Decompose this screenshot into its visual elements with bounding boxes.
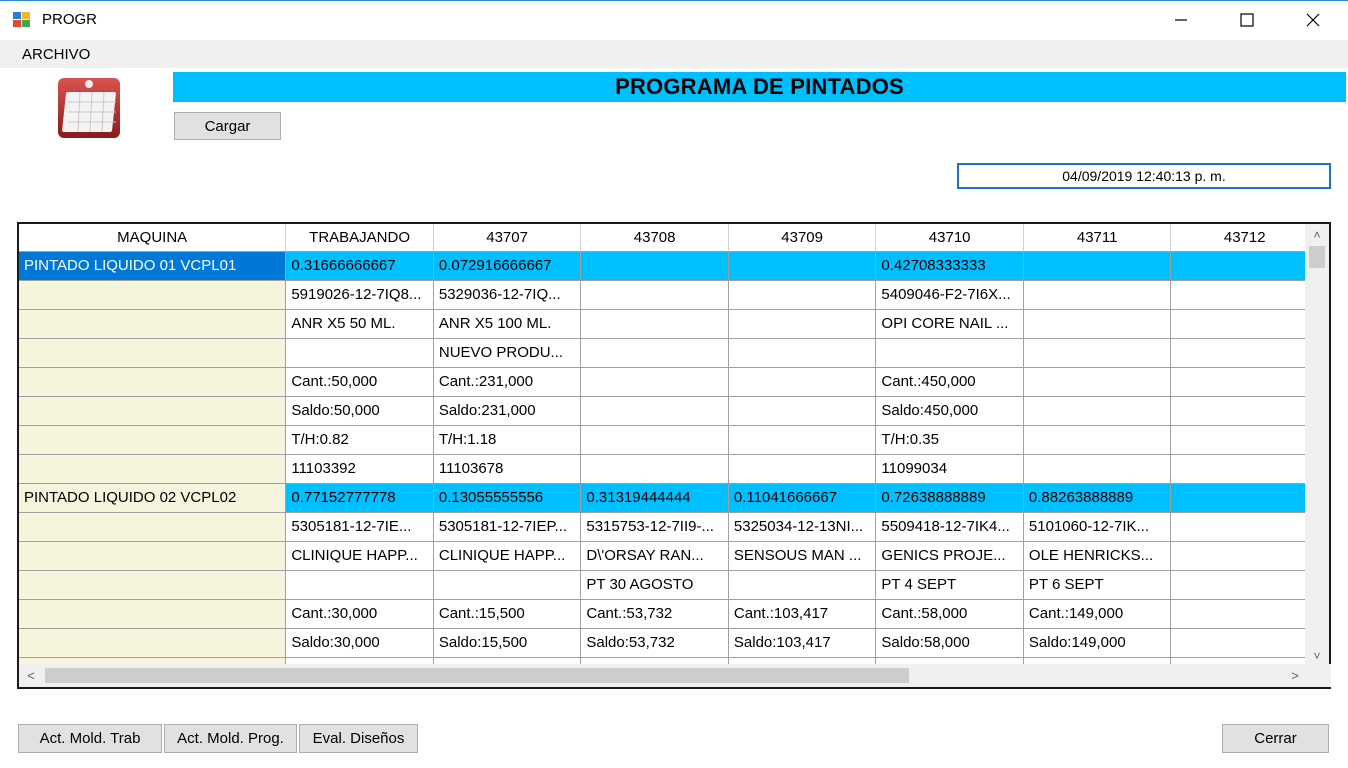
machine-cell[interactable]	[19, 570, 286, 599]
grid-cell[interactable]: Saldo:30,000	[286, 628, 434, 657]
grid-cell[interactable]	[1171, 425, 1319, 454]
grid-cell[interactable]: Cant.:58,000	[876, 599, 1024, 628]
grid-viewport	[19, 224, 1307, 667]
grid-cell[interactable]	[1171, 367, 1319, 396]
grid-cell[interactable]: 5305181-12-7IEP...	[433, 512, 581, 541]
machine-cell[interactable]: PINTADO LIQUIDO 01 VCPL01	[19, 251, 286, 280]
machine-cell[interactable]	[19, 628, 286, 657]
eval-disenos-button[interactable]: Eval. Diseños	[299, 724, 418, 753]
grid-cell[interactable]	[1171, 599, 1319, 628]
grid-table	[19, 224, 1319, 687]
table-row[interactable]	[19, 396, 1319, 425]
machine-cell[interactable]	[19, 541, 286, 570]
grid-cell[interactable]	[581, 309, 729, 338]
table-row[interactable]	[19, 309, 1319, 338]
grid-cell[interactable]	[581, 367, 729, 396]
grid-cell[interactable]	[728, 309, 876, 338]
column-header[interactable]: 43710	[876, 224, 1024, 251]
grid-cell[interactable]	[1023, 367, 1171, 396]
grid-cell[interactable]: Cant.:103,417	[728, 599, 876, 628]
grid-cell[interactable]: SENSOUS MAN ...	[728, 541, 876, 570]
grid-cell[interactable]: CLINIQUE HAPP...	[433, 541, 581, 570]
grid-cell[interactable]: Cant.:30,000	[286, 599, 434, 628]
data-grid[interactable]	[17, 222, 1331, 689]
grid-body	[19, 251, 1319, 686]
grid-cell[interactable]: Cant.:15,500	[433, 599, 581, 628]
page-title: PROGRAMA DE PINTADOS	[615, 74, 904, 99]
grid-cell[interactable]: NUEVO PRODU...	[433, 338, 581, 367]
table-row[interactable]	[19, 570, 1319, 599]
window-title: PROGR	[42, 11, 98, 28]
app-icon	[13, 12, 31, 28]
machine-cell[interactable]	[19, 309, 286, 338]
grid-cell[interactable]	[728, 425, 876, 454]
table-row[interactable]	[19, 512, 1319, 541]
table-row[interactable]	[19, 628, 1319, 657]
grid-cell[interactable]	[1171, 570, 1319, 599]
cargar-button[interactable]: Cargar	[174, 112, 281, 140]
grid-header-row	[19, 224, 1319, 251]
act-mold-prog-button[interactable]: Act. Mold. Prog.	[164, 724, 297, 753]
datetime-field: 04/09/2019 12:40:13 p. m.	[957, 163, 1331, 189]
grid-cell[interactable]	[1171, 280, 1319, 309]
grid-cell[interactable]	[1171, 541, 1319, 570]
table-row[interactable]	[19, 251, 1319, 280]
grid-cell[interactable]	[1023, 309, 1171, 338]
grid-cell[interactable]	[286, 338, 434, 367]
machine-cell[interactable]	[19, 599, 286, 628]
grid-cell[interactable]: PT 6 SEPT	[1023, 570, 1171, 599]
grid-cell[interactable]: Saldo:103,417	[728, 628, 876, 657]
machine-cell[interactable]	[19, 396, 286, 425]
grid-cell[interactable]: Saldo:149,000	[1023, 628, 1171, 657]
table-row[interactable]	[19, 483, 1319, 512]
maximize-icon	[1240, 13, 1254, 27]
grid-cell[interactable]	[728, 367, 876, 396]
grid-cell[interactable]	[1023, 338, 1171, 367]
table-row[interactable]	[19, 599, 1319, 628]
grid-cell[interactable]	[728, 454, 876, 483]
grid-cell[interactable]	[581, 396, 729, 425]
calendar-icon	[54, 74, 124, 142]
grid-cell[interactable]: D\'ORSAY RAN...	[581, 541, 729, 570]
grid-cell[interactable]: 5509418-12-7IK4...	[876, 512, 1024, 541]
grid-cell[interactable]	[1023, 454, 1171, 483]
grid-cell[interactable]	[1171, 251, 1319, 280]
title-bar	[0, 0, 1348, 40]
column-header[interactable]: 43711	[1023, 224, 1171, 251]
grid-cell[interactable]: 0.31666666667	[286, 251, 434, 280]
grid-cell[interactable]: 5919026-12-7IQ8...	[286, 280, 434, 309]
machine-cell[interactable]	[19, 512, 286, 541]
grid-cell[interactable]: 11103392	[286, 454, 434, 483]
grid-cell[interactable]: Cant.:149,000	[1023, 599, 1171, 628]
grid-cell[interactable]	[1171, 512, 1319, 541]
table-row[interactable]	[19, 425, 1319, 454]
column-header[interactable]: 43712	[1171, 224, 1319, 251]
grid-cell[interactable]: Cant.:231,000	[433, 367, 581, 396]
act-mold-trab-button[interactable]: Act. Mold. Trab	[18, 724, 162, 753]
machine-cell[interactable]	[19, 367, 286, 396]
grid-cell[interactable]	[1171, 483, 1319, 512]
machine-cell[interactable]	[19, 338, 286, 367]
grid-cell[interactable]: 11103678	[433, 454, 581, 483]
table-row[interactable]	[19, 338, 1319, 367]
scroll-down-icon[interactable]: ˅	[1313, 649, 1321, 663]
minimize-button[interactable]	[1148, 1, 1214, 39]
column-header[interactable]: 43708	[581, 224, 729, 251]
grid-cell[interactable]: 5409046-F2-7I6X...	[876, 280, 1024, 309]
grid-cell[interactable]: T/H:1.18	[433, 425, 581, 454]
grid-cell[interactable]	[728, 396, 876, 425]
column-header[interactable]: TRABAJANDO	[286, 224, 434, 251]
horizontal-scrollbar[interactable]	[19, 664, 1331, 687]
vertical-scrollbar[interactable]	[1305, 224, 1329, 667]
close-button[interactable]	[1280, 1, 1346, 39]
grid-cell[interactable]: OLE HENRICKS...	[1023, 541, 1171, 570]
grid-cell[interactable]: 0.72638888889	[876, 483, 1024, 512]
grid-cell[interactable]	[1023, 251, 1171, 280]
grid-cell[interactable]	[1171, 454, 1319, 483]
close-icon	[1306, 13, 1320, 27]
table-row[interactable]	[19, 367, 1319, 396]
table-row[interactable]	[19, 280, 1319, 309]
grid-cell[interactable]: 11099034	[876, 454, 1024, 483]
grid-cell[interactable]: 0.42708333333	[876, 251, 1024, 280]
grid-cell[interactable]: PT 4 SEPT	[876, 570, 1024, 599]
grid-cell[interactable]	[1023, 425, 1171, 454]
grid-cell[interactable]: 5329036-12-7IQ...	[433, 280, 581, 309]
grid-cell[interactable]: T/H:0.82	[286, 425, 434, 454]
grid-cell[interactable]: Saldo:231,000	[433, 396, 581, 425]
scroll-left-icon[interactable]: <	[27, 668, 35, 683]
grid-cell[interactable]: Cant.:50,000	[286, 367, 434, 396]
grid-cell[interactable]: Saldo:15,500	[433, 628, 581, 657]
grid-cell[interactable]	[1171, 309, 1319, 338]
column-header[interactable]: 43707	[433, 224, 581, 251]
grid-cell[interactable]	[728, 338, 876, 367]
grid-cell[interactable]	[1023, 396, 1171, 425]
column-header[interactable]: MAQUINA	[19, 224, 286, 251]
machine-cell[interactable]: PINTADO LIQUIDO 02 VCPL02	[19, 483, 286, 512]
grid-cell[interactable]: 0.77152777778	[286, 483, 434, 512]
table-row[interactable]	[19, 541, 1319, 570]
grid-cell[interactable]: 5315753-12-7II9-...	[581, 512, 729, 541]
grid-cell[interactable]: 5325034-12-13NI...	[728, 512, 876, 541]
machine-cell[interactable]	[19, 454, 286, 483]
grid-cell[interactable]	[1023, 280, 1171, 309]
grid-cell[interactable]: 5101060-12-7IK...	[1023, 512, 1171, 541]
grid-cell[interactable]: OPI CORE NAIL ...	[876, 309, 1024, 338]
scroll-right-icon[interactable]: >	[1291, 668, 1299, 683]
menu-bar	[0, 40, 1348, 68]
grid-cell[interactable]	[581, 338, 729, 367]
grid-cell[interactable]: Saldo:50,000	[286, 396, 434, 425]
grid-cell[interactable]: 0.11041666667	[728, 483, 876, 512]
vertical-scroll-thumb[interactable]	[1309, 246, 1325, 268]
grid-cell[interactable]: 0.31319444444	[581, 483, 729, 512]
grid-cell[interactable]: Saldo:58,000	[876, 628, 1024, 657]
grid-cell[interactable]: 0.072916666667	[433, 251, 581, 280]
grid-cell[interactable]: CLINIQUE HAPP...	[286, 541, 434, 570]
grid-cell[interactable]	[1171, 628, 1319, 657]
grid-cell[interactable]: Cant.:450,000	[876, 367, 1024, 396]
grid-cell[interactable]: PT 30 AGOSTO	[581, 570, 729, 599]
scroll-up-icon[interactable]: ˄	[1313, 228, 1321, 242]
grid-cell[interactable]: 5305181-12-7IE...	[286, 512, 434, 541]
cerrar-button[interactable]: Cerrar	[1222, 724, 1329, 753]
grid-cell[interactable]	[728, 280, 876, 309]
grid-cell[interactable]	[581, 280, 729, 309]
grid-cell[interactable]	[581, 251, 729, 280]
minimize-icon	[1174, 13, 1188, 27]
maximize-button[interactable]	[1214, 1, 1280, 39]
menu-archivo[interactable]: ARCHIVO	[22, 46, 91, 63]
grid-cell[interactable]	[581, 425, 729, 454]
grid-cell[interactable]: Saldo:53,732	[581, 628, 729, 657]
grid-cell[interactable]	[1171, 396, 1319, 425]
grid-cell[interactable]	[433, 570, 581, 599]
grid-cell[interactable]: Saldo:450,000	[876, 396, 1024, 425]
grid-cell[interactable]: GENICS PROJE...	[876, 541, 1024, 570]
column-header[interactable]: 43709	[728, 224, 876, 251]
machine-cell[interactable]	[19, 280, 286, 309]
grid-cell[interactable]: 0.88263888889	[1023, 483, 1171, 512]
table-row[interactable]	[19, 454, 1319, 483]
grid-cell[interactable]: Cant.:53,732	[581, 599, 729, 628]
grid-cell[interactable]	[728, 251, 876, 280]
banner	[173, 72, 1346, 102]
grid-cell[interactable]	[581, 454, 729, 483]
grid-cell[interactable]: T/H:0.35	[876, 425, 1024, 454]
grid-cell[interactable]: ANR X5 50 ML.	[286, 309, 434, 338]
grid-cell[interactable]	[728, 570, 876, 599]
horizontal-scroll-thumb[interactable]	[45, 668, 909, 683]
grid-cell[interactable]	[1171, 338, 1319, 367]
grid-cell[interactable]: ANR X5 100 ML.	[433, 309, 581, 338]
grid-cell[interactable]: 0.13055555556	[433, 483, 581, 512]
grid-cell[interactable]	[286, 570, 434, 599]
grid-cell[interactable]	[876, 338, 1024, 367]
machine-cell[interactable]	[19, 425, 286, 454]
